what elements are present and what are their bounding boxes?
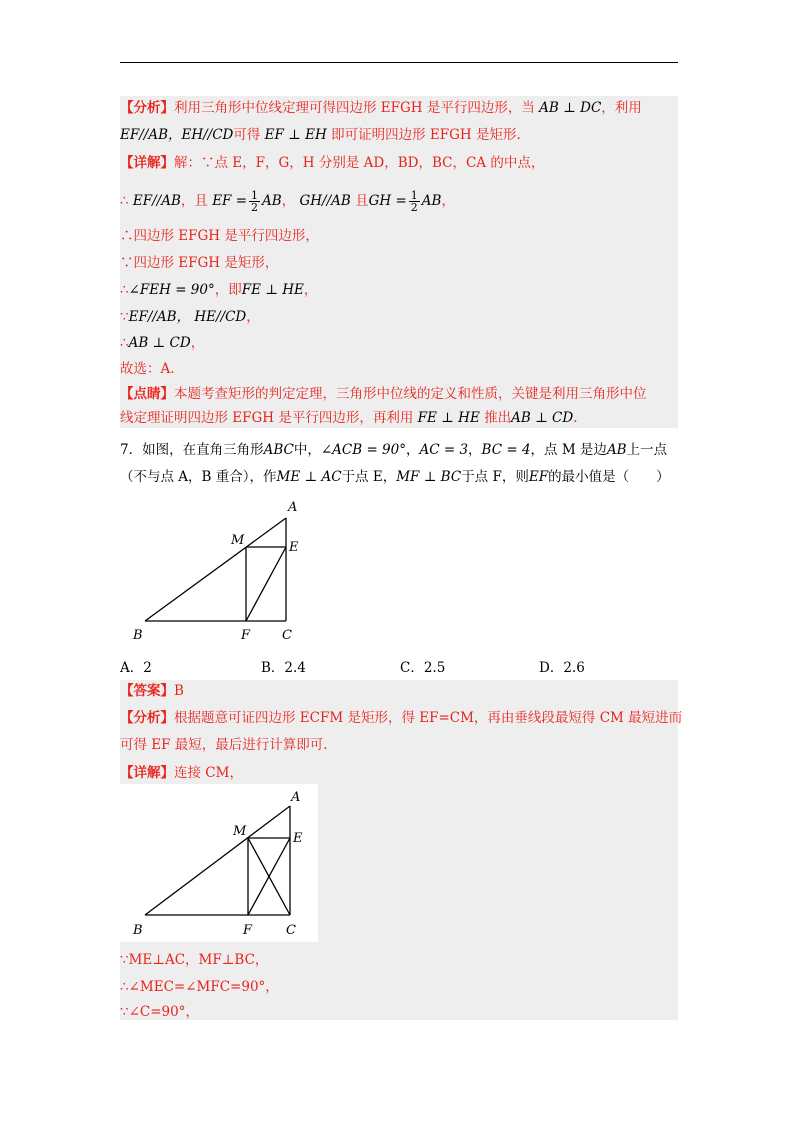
answer-line-6: ∴∠MEC=∠MFC=90°， xyxy=(120,979,279,995)
answer-line-4: 【详解】连接 CM， xyxy=(120,765,243,781)
xiangjie-tag-2: 【详解】 xyxy=(120,765,174,781)
option-a[interactable]: A．2 xyxy=(120,660,152,676)
analysis-line-4: ∴ EF//AB，且 EF = $\frac{1}{2}$ AB， GH//AB 且GH = $\frac{1}{2}$ AB， xyxy=(120,189,455,214)
analysis-line-8: ∵EF//AB， HE//CD， xyxy=(120,309,260,325)
analysis-line-11: 【点睛】本题考查矩形的判定定理，三角形中位线的定义和性质，关键是利用三角形中位 xyxy=(120,386,647,402)
label-B: B xyxy=(133,628,143,643)
question-line-2: （不与点 A，B 重合），作ME ⊥ AC于点 E，MF ⊥ BC于点 F，则EF的最小值是（ ） xyxy=(120,469,670,485)
answer-line-1 xyxy=(120,681,184,701)
answer-line-5: ∵ME⊥AC，MF⊥BC， xyxy=(120,952,269,968)
option-b[interactable]: B．2.4 xyxy=(261,660,306,676)
question-line-1: 7．如图，在直角三角形ABC中，∠ACB = 90°，AC = 3，BC = 4，点 M 是边AB上一点 xyxy=(120,442,668,458)
label-E-2: E xyxy=(293,831,303,846)
label-F: F xyxy=(241,628,251,643)
label-M-2: M xyxy=(233,824,247,839)
label-F-2: F xyxy=(243,923,253,938)
analysis-line-12: 线定理证明四边形 EFGH 是平行四边形，再利用 FE ⊥ HE 推出AB ⊥ CD. xyxy=(120,410,578,426)
fraction-half: $\frac{1}{2}$ xyxy=(251,189,259,214)
header-rule xyxy=(120,62,678,63)
label-A-2: A xyxy=(291,790,301,805)
option-c[interactable]: C．2.5 xyxy=(400,660,446,676)
segment-BA xyxy=(145,518,286,621)
segment-EF xyxy=(246,547,286,621)
daan-tag: 【答案】 xyxy=(120,683,174,699)
label-C: C xyxy=(282,628,292,643)
label-M: M xyxy=(231,533,245,548)
analysis-line-5: ∴四边形 EFGH 是平行四边形， xyxy=(120,228,319,244)
analysis-line-7: ∴∠FEH = 90°，即FE ⊥ HE， xyxy=(120,282,318,298)
segment-BA-2 xyxy=(145,806,290,915)
analysis-line-9: ∴AB ⊥ CD， xyxy=(120,335,205,351)
answer-line-2: 【分析】根据题意可证四边形 ECFM 是矩形，得 EF=CM，再由垂线段最短得 CM 最短进而 xyxy=(120,710,683,726)
fenxi-tag-2: 【分析】 xyxy=(120,710,174,726)
xiangjie-tag: 【详解】 xyxy=(120,155,174,171)
label-E: E xyxy=(289,540,299,555)
fenxi-tag: 【分析】 xyxy=(120,100,174,116)
dianjing-tag: 【点睛】 xyxy=(120,386,174,402)
fraction-half-2: $\frac{1}{2}$ xyxy=(410,189,418,214)
label-B-2: B xyxy=(133,923,143,938)
triangle-figure-2 xyxy=(125,784,320,942)
option-d[interactable]: D．2.6 xyxy=(539,660,585,676)
analysis-line-1: 【分析】利用三角形中位线定理可得四边形 EFGH 是平行四边形，当 AB ⊥ DC，利用 xyxy=(120,100,642,116)
label-A: A xyxy=(288,500,298,515)
answer-line-7: ∵∠C=90°， xyxy=(120,1004,199,1020)
answer-value: B xyxy=(174,683,184,699)
analysis-line-2: EF//AB，EH//CD可得 EF ⊥ EH 即可证明四边形 EFGH 是矩形. xyxy=(120,127,521,143)
analysis-line-6: ∵四边形 EFGH 是矩形， xyxy=(120,255,279,271)
analysis-line-3: 【详解】解：∵点 E，F，G，H 分别是 AD，BD，BC，CA 的中点， xyxy=(120,155,545,171)
triangle-figure-1 xyxy=(125,495,325,645)
label-C-2: C xyxy=(286,923,296,938)
answer-line-3: 可得 EF 最短，最后进行计算即可. xyxy=(120,737,328,753)
analysis-line-10: 故选：A. xyxy=(120,361,175,377)
